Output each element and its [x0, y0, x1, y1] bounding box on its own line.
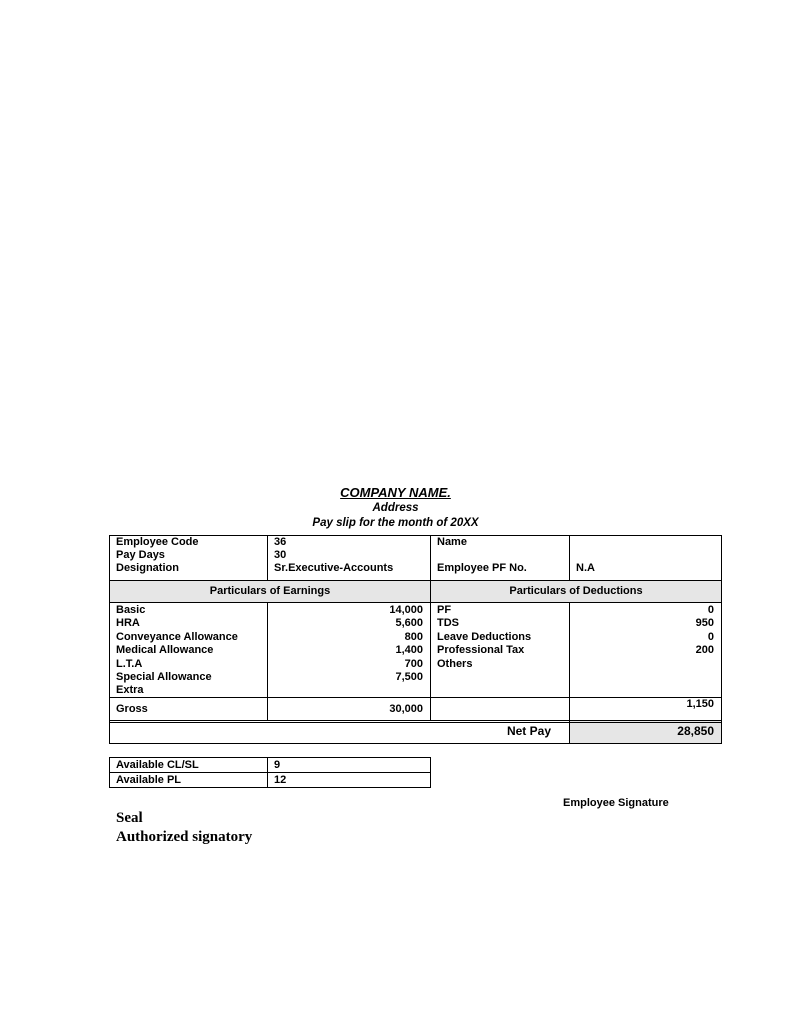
- pay-slip-title: Pay slip for the month of 20XX: [312, 517, 479, 529]
- available-cl-sl-label: Available CL/SL: [116, 759, 199, 771]
- employee-code-value: 36: [274, 536, 287, 548]
- available-pl-label: Available PL: [116, 774, 182, 786]
- earning-label: HRA: [116, 617, 140, 629]
- deduction-label: Leave Deductions: [437, 631, 532, 643]
- net-pay-label: Net Pay: [506, 724, 551, 738]
- deduction-amount: 0: [707, 604, 714, 616]
- name-label: Name: [437, 536, 467, 548]
- divider: [430, 535, 431, 721]
- employee-code-label: Employee Code: [116, 536, 199, 548]
- earning-label: Special Allowance: [116, 671, 212, 683]
- divider: [569, 602, 570, 744]
- earning-amount: 1,400: [395, 644, 423, 656]
- available-cl-sl-value: 9: [274, 759, 281, 771]
- net-pay-value: 28,850: [677, 724, 714, 738]
- pay-days-value: 30: [274, 549, 287, 561]
- divider: [109, 720, 722, 721]
- deduction-label: PF: [437, 604, 452, 616]
- divider: [109, 722, 722, 723]
- seal-label: Seal: [116, 810, 143, 826]
- earning-amount: 7,500: [395, 671, 423, 683]
- deduction-label: TDS: [437, 617, 459, 629]
- deduction-label: Others: [437, 658, 473, 670]
- earnings-heading: Particulars of Earnings: [209, 585, 331, 597]
- earning-label: Extra: [116, 684, 144, 696]
- designation-value: Sr.Executive-Accounts: [274, 562, 394, 574]
- earning-amount: 5,600: [395, 617, 423, 629]
- company-address: Address: [372, 502, 419, 514]
- divider: [267, 602, 268, 721]
- pf-number-value: N.A: [576, 562, 595, 574]
- divider: [267, 535, 268, 581]
- divider: [569, 535, 570, 581]
- pf-number-label: Employee PF No.: [437, 562, 527, 574]
- earning-label: Basic: [116, 604, 146, 616]
- designation-label: Designation: [116, 562, 179, 574]
- earning-amount: 14,000: [389, 604, 423, 616]
- deductions-heading: Particulars of Deductions: [509, 585, 643, 597]
- company-name: COMPANY NAME.: [340, 485, 451, 500]
- available-pl-value: 12: [274, 774, 287, 786]
- divider: [267, 757, 268, 788]
- deduction-amount: 200: [695, 644, 714, 656]
- divider: [109, 580, 722, 581]
- earning-label: L.T.A: [116, 658, 143, 670]
- deduction-amount: 0: [707, 631, 714, 643]
- earning-amount: 800: [404, 631, 423, 643]
- earning-label: Conveyance Allowance: [116, 631, 238, 643]
- gross-value: 30,000: [389, 703, 423, 715]
- total-deductions-value: 1,150: [686, 698, 714, 710]
- gross-label: Gross: [116, 703, 148, 715]
- earning-label: Medical Allowance: [116, 644, 214, 656]
- pay-days-label: Pay Days: [116, 549, 165, 561]
- deduction-label: Professional Tax: [437, 644, 525, 656]
- employee-signature-label: Employee Signature: [563, 797, 669, 809]
- earning-amount: 700: [404, 658, 423, 670]
- authorized-signatory-label: Authorized signatory: [116, 829, 253, 845]
- divider: [109, 602, 722, 603]
- deduction-amount: 950: [695, 617, 714, 629]
